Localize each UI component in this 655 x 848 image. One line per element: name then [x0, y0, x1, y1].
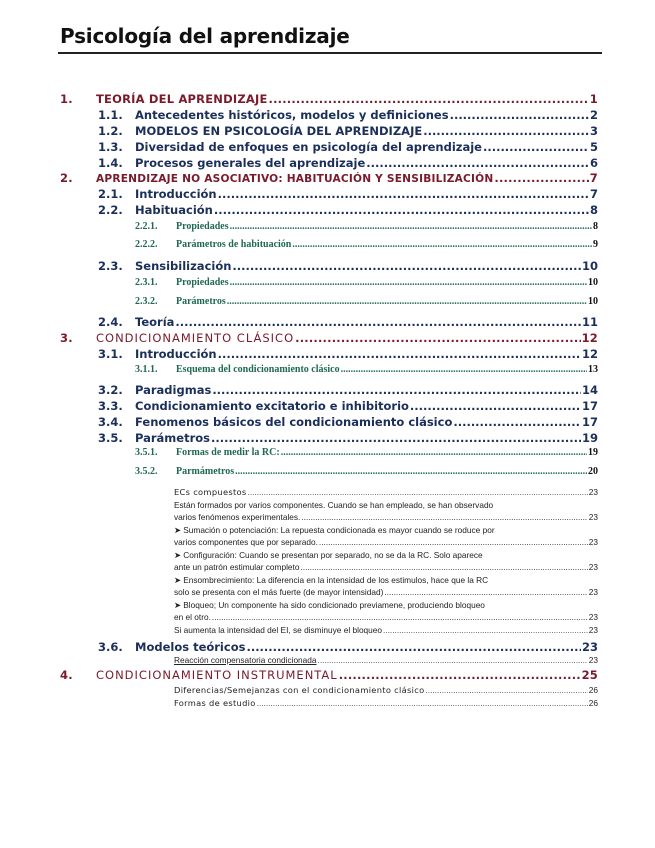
toc-entry-1[interactable] [60, 92, 598, 106]
toc-entry-2-4[interactable] [98, 315, 598, 329]
toc-leader [292, 239, 592, 250]
toc-label: Propiedades [176, 277, 229, 288]
toc-leader [214, 203, 589, 217]
toc-text: solo se presenta con el más fuerte (de mayor intensidad) [174, 587, 384, 598]
toc-number: 3.4. [98, 415, 123, 429]
toc-text: ➤ Configuración: Cuando se presentan por separado, no se da la RC. Solo aparece [174, 550, 483, 560]
toc-label: Formas de estudio [174, 698, 256, 708]
toc-leader [248, 487, 588, 497]
toc-page: 7 [589, 187, 598, 201]
toc-leader [232, 259, 581, 273]
toc-leader [230, 277, 587, 288]
toc-text: en el otro. [174, 612, 211, 623]
toc-page: 25 [581, 668, 598, 682]
toc-leader [212, 383, 581, 397]
toc-label: Habituación [135, 203, 213, 217]
toc-number: 1.3. [98, 140, 123, 154]
toc-number: 3.2. [98, 383, 123, 397]
toc-page: 23 [588, 612, 598, 623]
toc-text: varios componentes que por separado. [174, 537, 318, 548]
toc-entry-configuracion[interactable] [174, 549, 598, 574]
toc-leader [450, 108, 589, 122]
toc-leader [218, 187, 589, 201]
toc-page: 19 [581, 431, 598, 445]
toc-entry-3-1[interactable] [98, 347, 598, 361]
toc-page: 26 [588, 685, 598, 695]
toc-label: APRENDIZAJE NO ASOCIATIVO: HABITUACIÓN Y SENSIBILIZACIÓN [96, 173, 494, 185]
toc-page: 17 [581, 415, 598, 429]
toc-page: 12 [581, 347, 598, 361]
toc-entry-3-1-1[interactable] [135, 364, 598, 375]
toc-leader [246, 640, 581, 654]
toc-leader [410, 399, 581, 413]
toc-page: 26 [588, 698, 598, 708]
toc-label: CONDICIONAMIENTO CLÁSICO [96, 331, 295, 345]
toc-text: ➤ Sumación o potenciación: La repuesta condicionada es mayor cuando se roduce por [174, 525, 495, 535]
toc-entry-2-2[interactable] [98, 203, 598, 217]
toc-entry-2-3-2[interactable] [135, 296, 598, 307]
toc-label: ECs compuestos [174, 487, 247, 497]
toc-number: 3.5.1. [135, 447, 158, 458]
toc-leader [339, 668, 581, 682]
toc-entry-3-5-1[interactable] [135, 447, 598, 458]
toc-leader [318, 655, 588, 665]
toc-leader [383, 625, 588, 635]
toc-label: Paradigmas [135, 383, 212, 397]
toc-label: Introducción [135, 347, 217, 361]
toc-number: 2.2. [98, 203, 123, 217]
toc-entry-3-4[interactable] [98, 415, 598, 429]
toc-label: Diferencias/Semejanzas con el condicionamiento clásico [174, 685, 425, 695]
toc-page: 9 [593, 239, 598, 250]
toc-label: Parmámetros [176, 466, 235, 477]
toc-label: Antecedentes históricos, modelos y definiciones [135, 108, 449, 122]
toc-leader [425, 685, 587, 695]
toc-page: 23 [588, 625, 598, 635]
toc-number: 2.1. [98, 187, 123, 201]
toc-entry-2[interactable] [60, 171, 598, 185]
toc-number: 3.3. [98, 399, 123, 413]
toc-page: 3 [589, 124, 598, 138]
toc-number: 2.2.2. [135, 239, 158, 250]
toc-page: 10 [581, 259, 598, 273]
toc-number: 3.5.2. [135, 466, 158, 477]
toc-page: 23 [588, 537, 598, 548]
toc-page: 20 [588, 466, 598, 477]
toc-entry-1-2[interactable] [98, 124, 598, 138]
toc-leader [230, 221, 592, 232]
toc-number: 2.4. [98, 315, 123, 329]
toc-label: Fenomenos básicos del condicionamiento clásico [135, 415, 453, 429]
toc-number: 1.4. [98, 156, 123, 170]
toc-number: 2.3. [98, 259, 123, 273]
toc-entry-3-2[interactable] [98, 383, 598, 397]
toc-entry-4[interactable] [60, 668, 598, 682]
toc-label: Diversidad de enfoques en psicología del aprendizaje [135, 140, 482, 154]
toc-label: Parámetros de habituación [176, 239, 292, 250]
toc-leader [384, 586, 587, 598]
toc-leader [269, 92, 589, 106]
toc-leader [235, 466, 587, 477]
toc-entry-2-2-1[interactable] [135, 221, 598, 232]
toc-number: 1.2. [98, 124, 123, 138]
toc-entry-2-1[interactable] [98, 187, 598, 201]
toc-entry-3-6[interactable] [98, 640, 598, 654]
toc-entry-diferencias[interactable] [174, 685, 598, 695]
toc-page: 23 [588, 512, 598, 523]
toc-leader [175, 315, 581, 329]
toc-page: 12 [581, 331, 598, 345]
toc-text: varios fenómenos experimentales. [174, 512, 301, 523]
toc-number: 3.1. [98, 347, 123, 361]
toc-leader [483, 140, 589, 154]
toc-page: 14 [581, 383, 598, 397]
toc-leader [341, 364, 587, 375]
toc-number: 4. [60, 668, 73, 682]
toc-label: TEORÍA DEL APRENDIZAJE [96, 92, 268, 106]
toc-leader [453, 415, 581, 429]
toc-leader [281, 447, 587, 458]
toc-entry-1-4[interactable] [98, 156, 598, 170]
toc-entry-3-3[interactable] [98, 399, 598, 413]
toc-page: 10 [588, 277, 598, 288]
toc-leader [319, 536, 588, 548]
toc-page: 23 [588, 562, 598, 573]
toc-entry-1-1[interactable] [98, 108, 598, 122]
toc-entry-formas-de-estudio[interactable] [174, 698, 598, 708]
toc-label: Propiedades [176, 221, 229, 232]
toc-leader [300, 561, 587, 573]
toc-number: 2.3.1. [135, 277, 158, 288]
toc-entry-3-5-2[interactable] [135, 466, 598, 477]
toc-entry-si-aumenta[interactable] [174, 625, 598, 635]
toc-label: MODELOS EN PSICOLOGÍA DEL APRENDIZAJE [135, 124, 423, 138]
toc-page: 23 [588, 487, 598, 497]
toc-entry-1-3[interactable] [98, 140, 598, 154]
toc-entry-ecs-compuestos[interactable] [174, 487, 598, 497]
toc-entry-sumacion[interactable] [174, 524, 598, 549]
toc-page: 6 [589, 156, 598, 170]
toc-label: CONDICIONAMIENTO INSTRUMENTAL [96, 668, 338, 682]
toc-label: Condicionamiento excitatorio e inhibitorio [135, 399, 409, 413]
toc-label: Procesos generales del aprendizaje [135, 156, 366, 170]
toc-leader [211, 431, 581, 445]
toc-label: Parámetros [176, 296, 226, 307]
toc-number: 3.1.1. [135, 364, 158, 375]
toc-number: 1.1. [98, 108, 123, 122]
toc-page: 8 [593, 221, 598, 232]
toc-entry-3-5[interactable] [98, 431, 598, 445]
toc-page: 23 [588, 655, 598, 665]
toc-entry-ensombrecimiento[interactable] [174, 574, 598, 599]
toc-entry-reaccion-compensatoria[interactable] [174, 655, 598, 665]
toc-label: Modelos teóricos [135, 640, 246, 654]
toc-entry-2-3[interactable] [98, 259, 598, 273]
toc-page: 2 [589, 108, 598, 122]
toc-page: 7 [589, 171, 598, 185]
toc-text: ➤ Bloqueo; Un componente ha sido condicionado previamene, produciendo bloqueo [174, 600, 485, 610]
toc-label: Formas de medir la RC: [176, 447, 280, 458]
toc-leader [212, 611, 588, 623]
toc-leader [423, 124, 589, 138]
toc-label: Reacción compensatoria condicionada [174, 655, 317, 665]
toc-page: 17 [581, 399, 598, 413]
toc-page: 8 [589, 203, 598, 217]
toc-page: 11 [581, 315, 598, 329]
toc-page: 23 [588, 587, 598, 598]
toc-entry-2-2-2[interactable] [135, 239, 598, 250]
toc-label: Sensibilización [135, 259, 232, 273]
toc-leader [257, 698, 588, 708]
toc-leader [295, 331, 580, 345]
toc-leader [301, 511, 587, 523]
toc-page: 1 [589, 92, 598, 106]
toc-page: 19 [588, 447, 598, 458]
toc-text: Están formados por varios componentes. Cuando se han empleado, se han observado [174, 500, 494, 510]
toc-page: 10 [588, 296, 598, 307]
toc-page: 5 [589, 140, 598, 154]
toc-label: Esquema del condicionamiento clásico [176, 364, 340, 375]
toc-label: Introducción [135, 187, 217, 201]
toc-entry-bloqueo[interactable] [174, 599, 598, 624]
toc-entry-3[interactable] [60, 331, 598, 345]
toc-text: ante un patrón estimular completo [174, 562, 300, 573]
toc-number: 2.3.2. [135, 296, 158, 307]
toc-number: 2. [60, 171, 73, 185]
toc-number: 1. [60, 92, 73, 106]
toc-label: Parámetros [135, 431, 211, 445]
toc-text: ➤ Ensombrecimiento: La diferencia en la intensidad de los estimulos, hace que la RC [174, 575, 489, 585]
toc-leader [218, 347, 581, 361]
toc-leader [366, 156, 589, 170]
toc-entry-2-3-1[interactable] [135, 277, 598, 288]
toc-page: 13 [588, 364, 598, 375]
toc-page: 23 [581, 640, 598, 654]
toc-number: 3. [60, 331, 73, 345]
toc-number: 3.6. [98, 640, 123, 654]
toc-number: 3.5. [98, 431, 123, 445]
toc-label: Si aumenta la intensidad del EI, se disminuye el bloqueo [174, 625, 383, 635]
toc-label: Teoría [135, 315, 175, 329]
toc-leader [227, 296, 587, 307]
toc-leader [494, 171, 588, 185]
page-title: Psicología del aprendizaje [60, 24, 350, 48]
toc-number: 2.2.1. [135, 221, 158, 232]
toc-entry-ecs-descripcion[interactable] [174, 499, 598, 524]
